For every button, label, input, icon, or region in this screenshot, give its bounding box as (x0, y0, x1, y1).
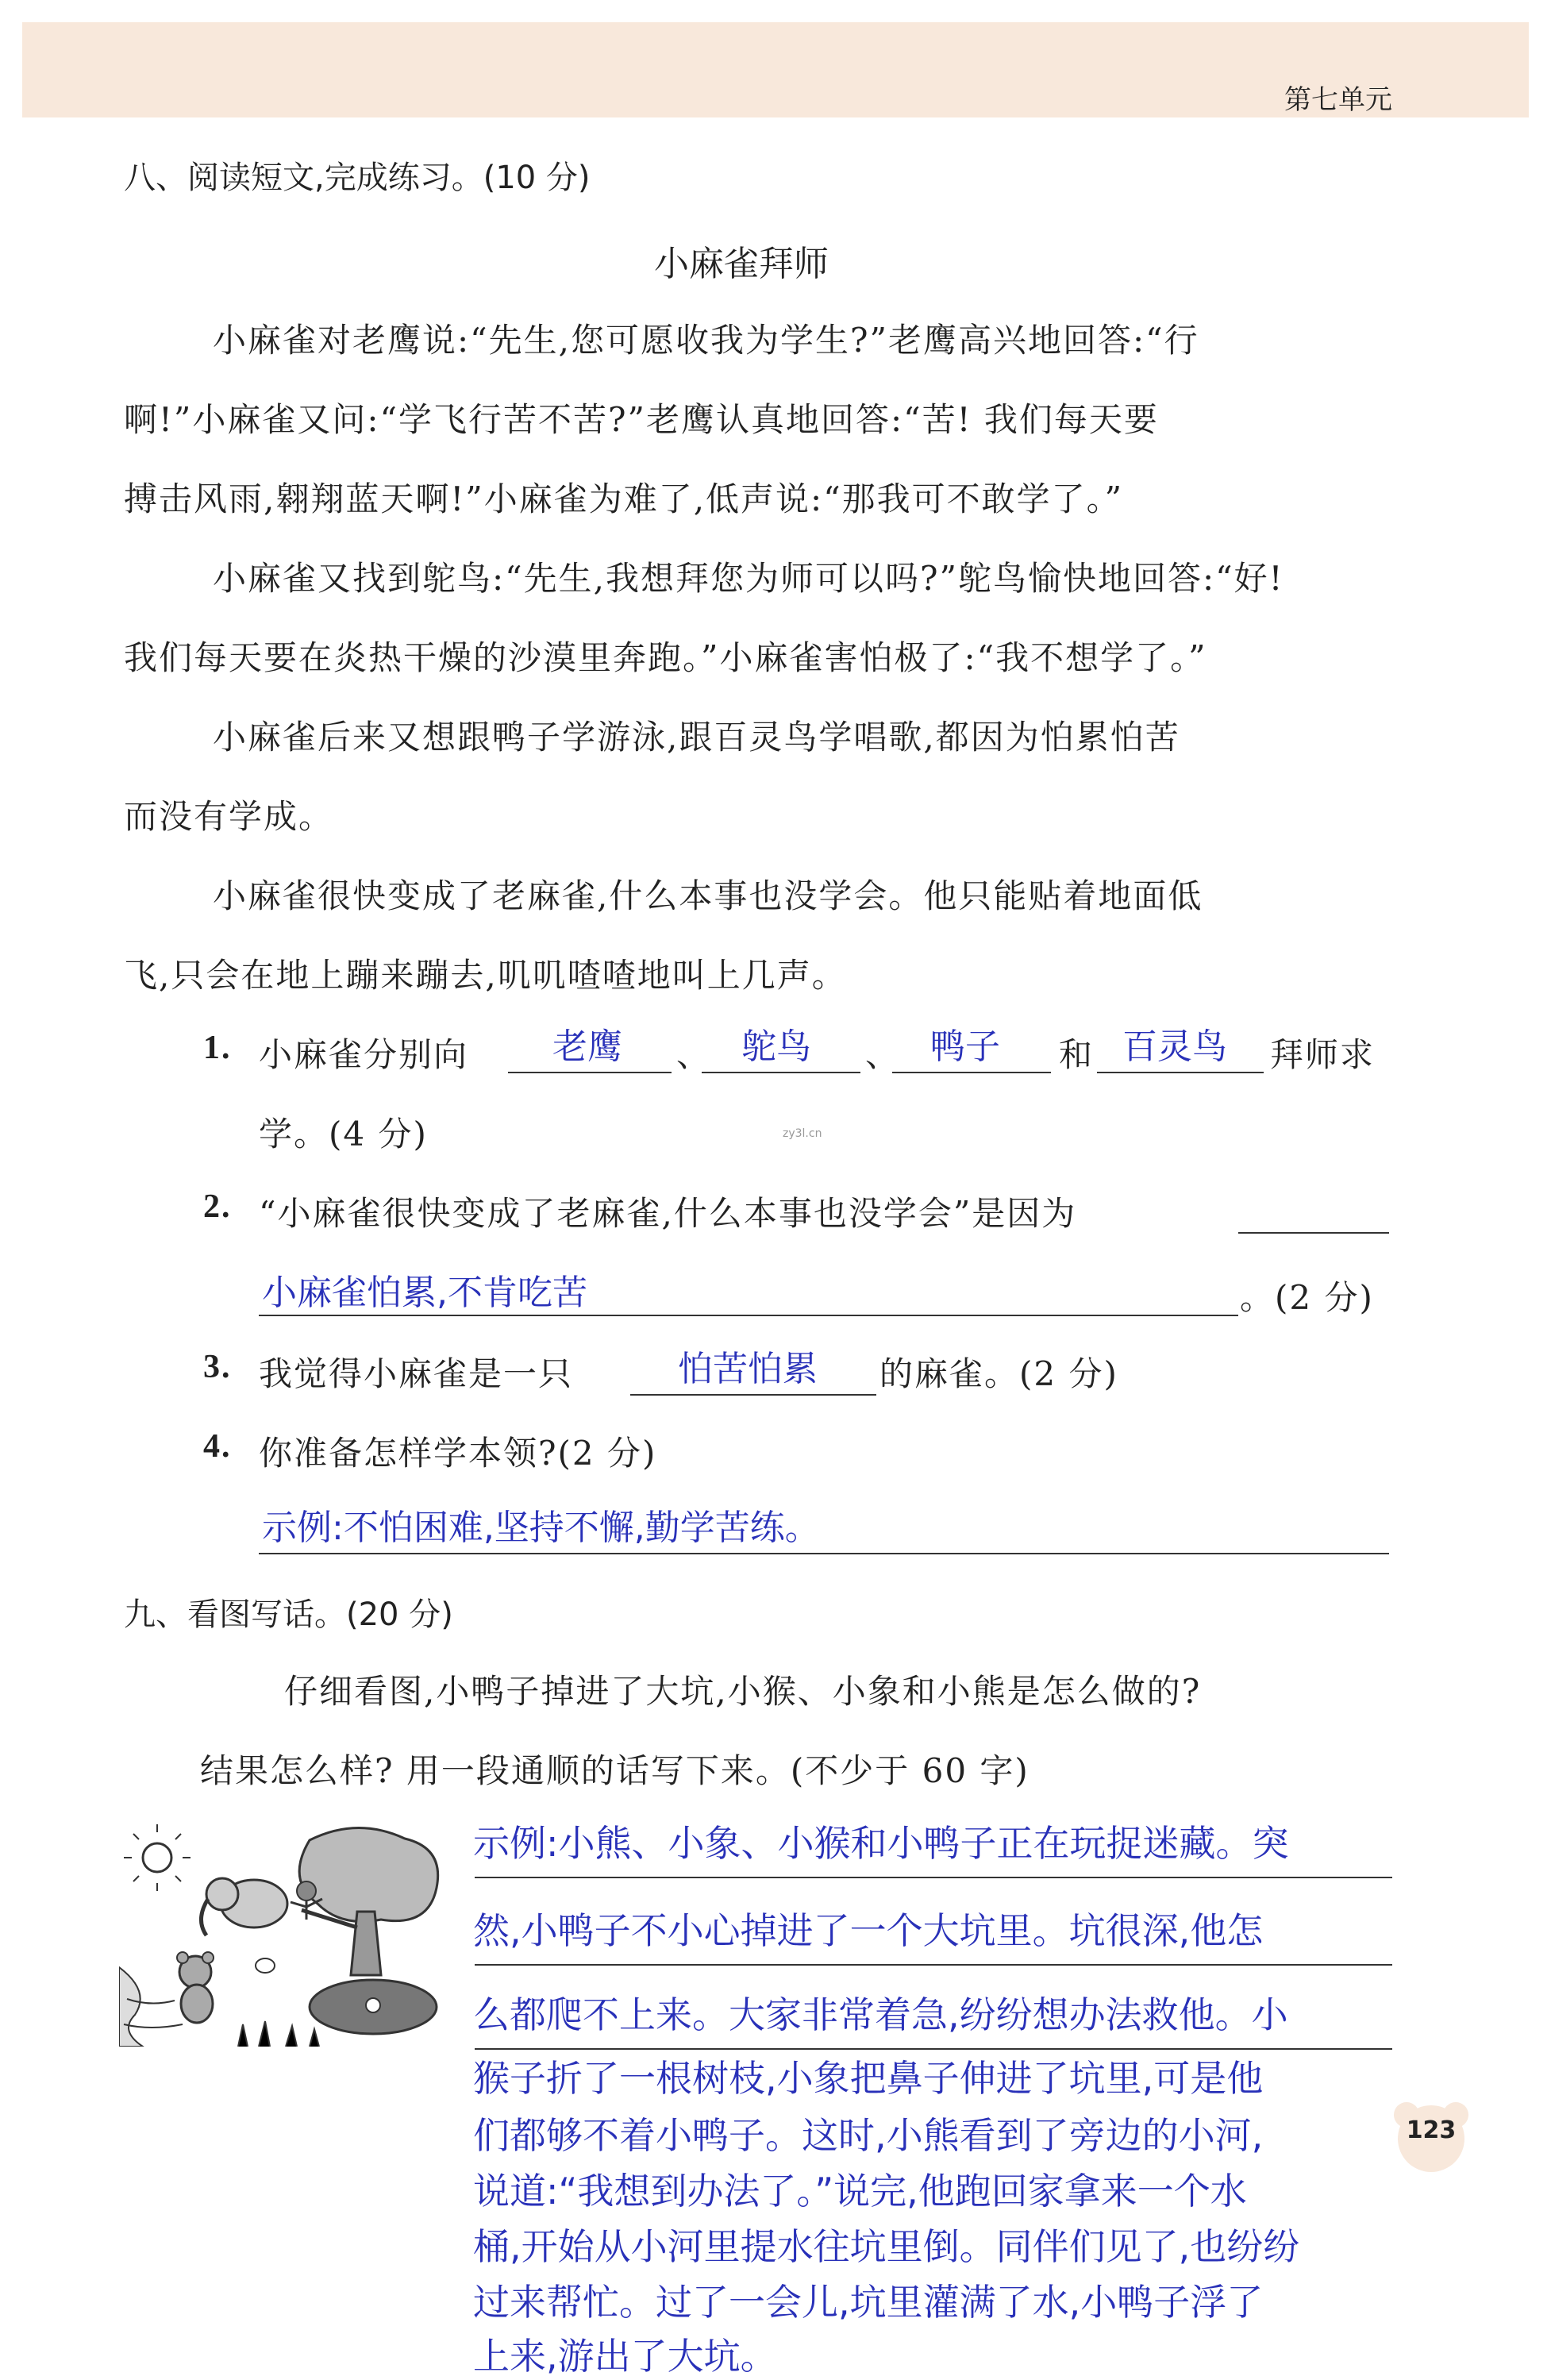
q4-blank[interactable] (259, 1553, 1389, 1554)
prompt-line-1: 仔细看图,小鸭子掉进了大坑,小猴、小象和小熊是怎么做的? (284, 1672, 1202, 1711)
story-line-2: 啊!”小麻雀又问:“学飞行苦不苦?”老鹰认真地回答:“苦! 我们每天要 (124, 400, 1159, 439)
q1-number: 1. (203, 1030, 232, 1066)
section9-heading: 九、看图写话。(20 分) (124, 1596, 453, 1633)
q2-text: “小麻雀很快变成了老麻雀,什么本事也没学会”是因为 (259, 1194, 1077, 1233)
q1-answer-3: 鸭子 (930, 1026, 1000, 1067)
q2-number: 2. (203, 1188, 232, 1225)
writing-answer-line-7: 桶,开始从小河里提水往坑里倒。同伴们见了,也纷纷 (473, 2225, 1300, 2268)
q4-number: 4. (203, 1428, 232, 1465)
story-title: 小麻雀拜师 (654, 244, 829, 284)
q2-tail: 。(2 分) (1240, 1278, 1374, 1317)
story-line-6: 小麻雀后来又想跟鸭子学游泳,跟百灵鸟学唱歌,都因为怕累怕苦 (213, 718, 1180, 757)
q1-continuation: 学。(4 分) (259, 1115, 428, 1153)
q4-answer: 示例:不怕困难,坚持不懈,勤学苦练。 (262, 1508, 820, 1548)
illustration-image (119, 1816, 452, 2047)
q1-sep-2: 、 (865, 1035, 901, 1074)
q4-text: 你准备怎样学本领?(2 分) (259, 1434, 657, 1473)
story-line-4: 小麻雀又找到鸵鸟:“先生,我想拜您为师可以吗?”鸵鸟愉快地回答:“好! (213, 559, 1284, 598)
q1-answer-2: 鸵鸟 (741, 1026, 811, 1067)
q2-blank-top[interactable] (1238, 1232, 1389, 1234)
story-line-7: 而没有学成。 (124, 797, 334, 836)
q3-answer: 怕苦怕累 (678, 1349, 818, 1389)
writing-answer-line-3: 么都爬不上来。大家非常着急,纷纷想办法救他。小 (473, 1993, 1288, 2036)
story-line-1: 小麻雀对老鹰说:“先生,您可愿收我为学生?”老鹰高兴地回答:“行 (213, 321, 1199, 360)
story-line-3: 搏击风雨,翱翔蓝天啊!”小麻雀为难了,低声说:“那我可不敢学了。” (124, 479, 1124, 518)
q3-prefix: 我觉得小麻雀是一只 (259, 1354, 574, 1393)
q1-blank-3[interactable] (892, 1072, 1051, 1073)
q1-prefix: 小麻雀分别向 (259, 1035, 469, 1074)
writing-answer-line-9: 上来,游出了大坑。 (473, 2335, 777, 2378)
q3-suffix: 的麻雀。(2 分) (879, 1354, 1118, 1393)
story-line-8: 小麻雀很快变成了老麻雀,什么本事也没学会。他只能贴着地面低 (213, 876, 1203, 915)
q1-blank-1[interactable] (508, 1072, 672, 1073)
duck-icon (256, 1958, 275, 1973)
story-line-5: 我们每天要在炎热干燥的沙漠里奔跑。”小麻雀害怕极了:“我不想学了。” (124, 638, 1207, 677)
q3-blank[interactable] (630, 1394, 876, 1396)
writing-line-2[interactable] (475, 1964, 1392, 1966)
page-number: 123 (1406, 2116, 1457, 2144)
q1-suffix: 拜师求 (1270, 1035, 1376, 1074)
q1-and: 和 (1059, 1035, 1095, 1074)
pit-icon (310, 1980, 437, 2034)
unit-label: 第七单元 (1284, 84, 1392, 116)
writing-answer-line-6: 说道:“我想到办法了。”说完,他跑回家拿来一个水 (473, 2170, 1247, 2212)
writing-answer-line-4: 猴子折了一根树枝,小象把鼻子伸进了坑里,可是他 (473, 2057, 1264, 2100)
q1-blank-2[interactable] (702, 1072, 860, 1073)
writing-answer-line-5: 们都够不着小鸭子。这时,小熊看到了旁边的小河, (473, 2114, 1264, 2157)
prompt-line-2: 结果怎么样? 用一段通顺的话写下来。(不少于 60 字) (200, 1751, 1030, 1790)
writing-answer-line-1: 示例:小熊、小象、小猴和小鸭子正在玩捉迷藏。突 (473, 1822, 1289, 1865)
q1-answer-1: 老鹰 (552, 1026, 622, 1067)
q1-sep-1: 、 (676, 1035, 712, 1074)
story-line-9: 飞,只会在地上蹦来蹦去,叽叽喳喳地叫上几声。 (124, 956, 847, 995)
writing-answer-line-2: 然,小鸭子不小心掉进了一个大坑里。坑很深,他怎 (473, 1909, 1264, 1952)
q1-answer-4: 百灵鸟 (1122, 1026, 1227, 1067)
section8-heading: 八、阅读短文,完成练习。(10 分) (124, 160, 591, 196)
q1-blank-4[interactable] (1097, 1072, 1264, 1073)
q2-answer: 小麻雀怕累,不肯吃苦 (262, 1273, 587, 1313)
q3-number: 3. (203, 1349, 232, 1385)
writing-line-1[interactable] (475, 1877, 1392, 1878)
watermark: zy3l.cn (783, 1127, 822, 1140)
q2-blank[interactable] (259, 1315, 1238, 1316)
writing-answer-line-8: 过来帮忙。过了一会儿,坑里灌满了水,小鸭子浮了 (473, 2281, 1264, 2324)
